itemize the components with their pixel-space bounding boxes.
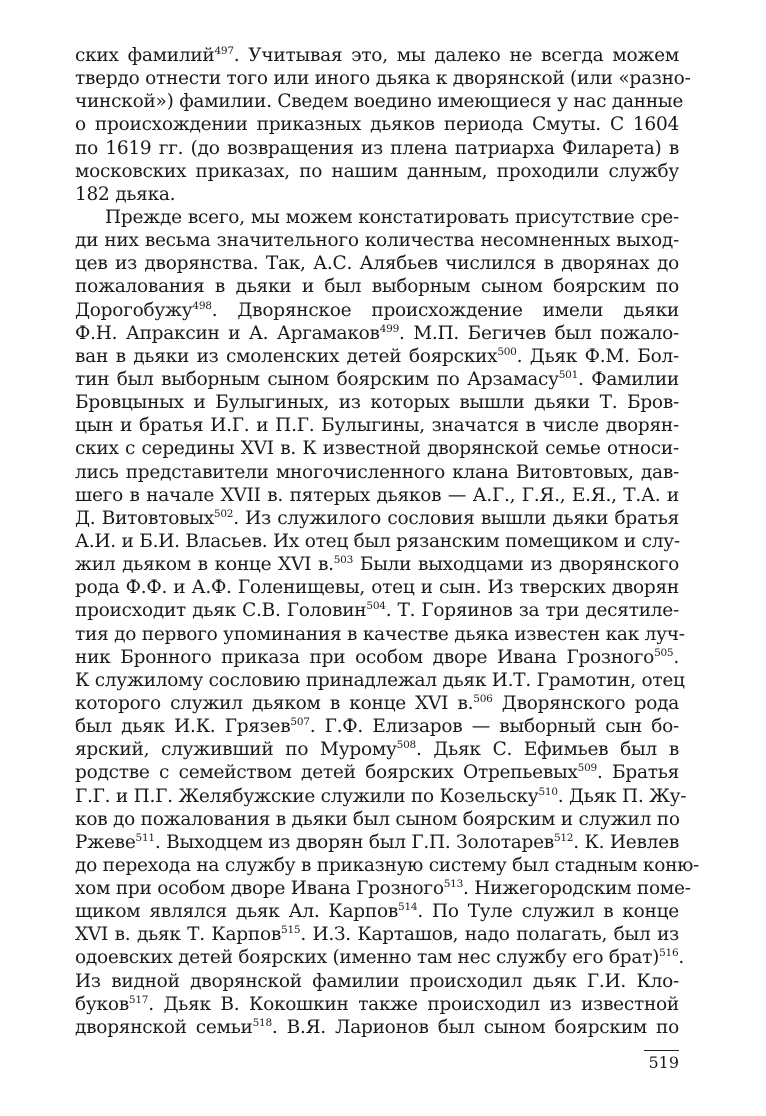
text-line: [75, 761, 679, 784]
text-line: [75, 553, 679, 576]
text-line: [75, 368, 679, 391]
text-run: московских приказах, по нашим данным, проходили службу: [75, 160, 679, 182]
text-line: [75, 1016, 679, 1039]
text-run: ван в дьяки из смоленских детей боярских: [75, 345, 498, 367]
text-run: Ф.Н. Апраксин и А. Аргамаков: [75, 322, 380, 344]
text-run: Из видной дворянской фамилии происходил дьяк Г.И. Кло-: [75, 970, 679, 992]
text-run: К служилому сословию принадлежал дьяк И.Т. Грамотин, отец: [75, 669, 685, 691]
text-line: [75, 923, 679, 946]
text-line: [75, 137, 679, 160]
text-run: пожалования в дьяки и был выборным сыном боярским по: [75, 276, 679, 298]
footnote-ref: 516: [659, 947, 679, 960]
text-run: Г.Г. и П.Г. Желябужские служили по Козельску: [75, 785, 539, 807]
text-run: цев из дворянства. Так, А.С. Алябьев числился в дворянах до: [75, 253, 679, 275]
text-line: [75, 345, 679, 368]
text-run: твердо отнести того или иного дьяка к дворянской (или «разно-: [75, 68, 691, 90]
text-line: [75, 946, 685, 969]
text-run: происходит дьяк С.В. Головин: [75, 600, 367, 622]
text-run: . Дьяк Ф.М. Бол-: [516, 345, 679, 367]
footnote-ref: 501: [558, 368, 579, 381]
footnote-ref: 507: [290, 716, 310, 729]
text-run: буков: [75, 993, 129, 1015]
page-number: 519: [648, 1053, 679, 1072]
text-line: [75, 275, 679, 298]
footnote-ref: 505: [654, 646, 674, 659]
text-run: . Учитывая это, мы далеко не всегда можем: [233, 45, 679, 66]
text-run: . В.Я. Ларионов был сыном боярским по: [271, 1016, 679, 1038]
footnote-ref: 508: [396, 739, 416, 752]
text-line: [75, 252, 679, 275]
text-run: был дьяк И.К. Грязев: [75, 716, 291, 738]
text-line: [75, 90, 684, 113]
text-run: . Из служилого сословия вышли дьяки братья: [233, 507, 679, 529]
text-run: ских фамилий: [75, 45, 215, 66]
text-run: о происхождении приказных дьяков периода Смуты. С 1604: [75, 114, 679, 136]
text-line: [75, 44, 679, 67]
footnote-ref: 510: [538, 785, 558, 798]
footnote-ref: 506: [473, 692, 493, 705]
footnote-ref: 515: [281, 924, 301, 937]
footnote-ref: 499: [379, 322, 400, 335]
text-run: цын и братья И.Г. и П.Г. Булыгины, значатся в числе дворян-: [75, 415, 679, 437]
text-run: чинской») фамилии. Сведем воедино имеющиеся у нас данные: [75, 91, 684, 113]
footnote-ref: 511: [135, 831, 155, 844]
footnote-ref: 497: [214, 45, 234, 57]
footnote-ref: 502: [213, 507, 234, 520]
footnote-ref: 500: [497, 345, 517, 358]
text-line: [75, 993, 679, 1016]
text-line: [75, 484, 679, 507]
text-run: тия до первого упоминания в качестве дьяка известен как луч-: [75, 623, 685, 645]
footnote-ref: 518: [252, 1016, 272, 1029]
text-run: Прежде всего, мы можем констатировать присутствие сре-: [105, 206, 679, 228]
text-line: [75, 299, 679, 322]
text-run: А.И. и Б.И. Власьев. Их отец был рязанским помещиком и слу-: [75, 530, 680, 552]
text-line: [75, 715, 679, 738]
text-run: ник Бронного приказа при особом дворе Ивана Грозного: [75, 646, 655, 668]
text-line: [75, 599, 679, 622]
text-run: жил дьяком в конце XVI в.: [75, 554, 334, 576]
text-run: хом при особом дворе Ивана Грозного: [75, 878, 444, 900]
text-line: [75, 67, 691, 90]
text-run: . Братья: [596, 762, 679, 784]
text-run: .: [678, 947, 685, 969]
text-line: [75, 322, 679, 345]
footnote-ref: 513: [443, 878, 464, 891]
text-run: Были выходцами из дворянского: [353, 554, 679, 576]
text-run: шего в начале XVII в. пятерых дьяков — А.Г., Г.Я., Е.Я., Т.А. и: [75, 484, 679, 506]
text-run: . По Туле служил в конце: [417, 901, 679, 923]
text-run: . Дьяк П. Жу-: [557, 785, 687, 807]
text-run: ских с середины XVI в. К известной дворянской семье относи-: [75, 438, 679, 460]
text-run: Дворянского рода: [492, 692, 679, 714]
text-run: 182 дьяка.: [75, 183, 176, 205]
text-run: .: [673, 646, 679, 668]
text-line: [75, 183, 679, 206]
text-run: до перехода на службу в приказную систему был стадным коню-: [75, 854, 700, 876]
text-run: . Дьяк В. Кокошкин также происходил из известной: [148, 993, 679, 1015]
text-line: [75, 623, 685, 646]
text-line: [75, 877, 691, 900]
footnote-ref: 509: [577, 762, 597, 775]
text-run: тин был выборным сыном боярским по Арзамасу: [75, 368, 559, 390]
text-run: . К. Иевлев: [573, 831, 679, 853]
text-run: дворянской семьи: [75, 1016, 253, 1038]
footnote-ref: 503: [333, 554, 354, 567]
text-line: [75, 669, 685, 692]
text-line: [75, 900, 679, 923]
footnote-ref: 498: [192, 299, 212, 312]
footnote-ref: 517: [128, 993, 149, 1006]
text-line: [75, 785, 687, 808]
text-run: XVI в. дьяк Т. Карпов: [75, 924, 282, 946]
text-run: Д. Витовтовых: [75, 507, 214, 529]
body-text: [75, 44, 700, 1039]
text-line: [75, 461, 679, 484]
text-line: [75, 507, 679, 530]
text-run: . Дьяк С. Ефимьев был в: [415, 739, 679, 761]
text-run: . Дворянское происхождение имели дьяки: [211, 299, 679, 321]
text-run: . Выходцем из дворян был Г.П. Золотарев: [154, 831, 554, 853]
text-run: . Фамилии: [578, 368, 679, 390]
text-line: [75, 530, 679, 553]
text-run: родстве с семейством детей боярских Отрепьевых: [75, 762, 578, 784]
text-line: [75, 576, 679, 599]
text-run: ков до пожалования в дьяки был сыном боярским и служил по: [75, 808, 680, 830]
text-line: [75, 808, 679, 831]
page-number-rule: [644, 1050, 679, 1051]
footnote-ref: 504: [366, 600, 386, 613]
text-line: [75, 854, 700, 877]
text-line: [75, 206, 679, 229]
text-run: Ржеве: [75, 831, 136, 853]
text-run: щиком являлся дьяк Ал. Карпов: [75, 901, 399, 923]
text-run: . Нижегородским поме-: [463, 878, 691, 900]
text-run: . Т. Горяинов за три десятиле-: [385, 600, 679, 622]
text-line: [75, 831, 679, 854]
text-run: по 1619 гг. (до возвращения из плена патриарха Филарета) в: [75, 137, 679, 159]
text-line: [75, 391, 679, 414]
text-run: которого служил дьяком в конце XVI в.: [75, 692, 474, 714]
text-run: ярский, служивший по Мурому: [75, 739, 397, 761]
text-line: [75, 113, 679, 136]
text-line: [75, 646, 679, 669]
text-run: одоевских детей боярских (именно там нес службу его брат): [75, 947, 660, 969]
text-line: [75, 738, 679, 761]
text-line: [75, 160, 679, 183]
text-run: лись представители многочисленного клана Витовтовых, дав-: [75, 461, 679, 483]
text-line: [75, 229, 679, 252]
footnote-ref: 514: [398, 901, 418, 914]
text-run: рода Ф.Ф. и А.Ф. Голенищевы, отец и сын. Из тверских дворян: [75, 577, 679, 599]
text-line: [75, 970, 679, 993]
footnote-ref: 512: [553, 831, 574, 844]
text-line: [75, 414, 679, 437]
text-run: . Г.Ф. Елизаров — выборный сын бо-: [309, 716, 679, 738]
text-line: [75, 437, 679, 460]
text-line: [75, 692, 679, 715]
text-run: ди них весьма значительного количества несомненных выход-: [75, 230, 679, 252]
text-run: . И.З. Карташов, надо полагать, был из: [300, 924, 679, 946]
text-run: Бровцыных и Булыгиных, из которых вышли дьяки Т. Бров-: [75, 392, 679, 414]
text-run: . М.П. Бегичев был пожало-: [399, 322, 679, 344]
text-run: Дорогобужу: [75, 299, 193, 321]
